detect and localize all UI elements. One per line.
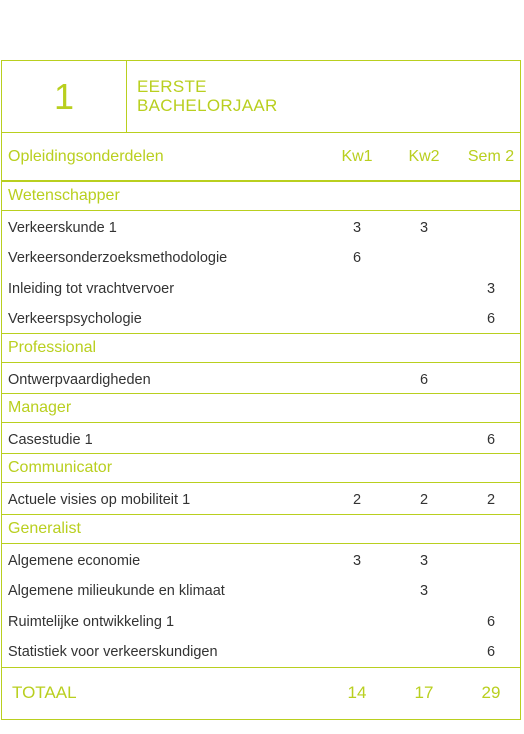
course-credits-sem2: 6 [486, 613, 496, 630]
course-credits-kw1 [332, 607, 382, 637]
course-name: Verkeersonderzoeksmethodologie [8, 250, 228, 267]
course-credits-kw1: 6 [352, 250, 362, 267]
column-header-row [2, 133, 520, 181]
course-credits-kw1: 2 [352, 492, 362, 509]
year-number: 1 [2, 61, 127, 132]
course-row [2, 546, 520, 576]
course-name: Actuele visies op mobiliteit 1 [8, 492, 191, 509]
total-kw1: 14 [347, 682, 367, 702]
course-name: Verkeerspsychologie [8, 311, 142, 328]
course-row [2, 213, 520, 243]
table-header [2, 61, 520, 133]
category-row [2, 181, 520, 211]
category-label: Generalist [8, 519, 81, 537]
course-credits-kw2 [399, 304, 449, 334]
column-header-kw1: Kw1 [341, 147, 373, 165]
course-row [2, 576, 520, 606]
course-credits-sem2: 2 [486, 492, 496, 509]
course-row [2, 607, 520, 637]
category-label: Professional [8, 338, 97, 356]
course-credits-kw1 [332, 425, 382, 455]
course-row [2, 243, 520, 273]
course-credits-kw2 [399, 274, 449, 304]
course-credits-kw2: 3 [419, 220, 429, 236]
course-row [2, 274, 520, 304]
course-name: Algemene milieukunde en klimaat [8, 583, 225, 600]
course-name: Ruimtelijke ontwikkeling 1 [8, 613, 175, 630]
course-credits-kw1 [332, 576, 382, 606]
category-row [2, 514, 520, 544]
course-name: Algemene economie [8, 552, 141, 569]
course-name: Casestudie 1 [8, 432, 93, 448]
course-credits-sem2 [466, 213, 516, 243]
category-row [2, 393, 520, 423]
total-kw2: 17 [414, 682, 434, 702]
category-label: Wetenschapper [8, 187, 120, 204]
course-credits-sem2 [466, 365, 516, 395]
course-credits-sem2: 6 [486, 311, 496, 328]
course-credits-kw1 [332, 304, 382, 334]
course-row [2, 304, 520, 334]
course-credits-kw1 [332, 274, 382, 304]
course-credits-kw2 [399, 243, 449, 273]
year-title: EERSTE BACHELORJAAR [137, 77, 278, 115]
column-header-kw2: Kw2 [408, 147, 440, 165]
category-label: Communicator [8, 459, 113, 477]
course-credits-kw2 [399, 637, 449, 667]
column-header-label: Opleidingsonderdelen [8, 147, 164, 165]
course-row [2, 485, 520, 515]
course-credits-kw2 [399, 607, 449, 637]
course-credits-kw2: 2 [419, 492, 429, 509]
course-name: Verkeerskunde 1 [8, 220, 117, 236]
course-credits-kw2: 3 [419, 552, 429, 569]
course-credits-kw2 [399, 425, 449, 455]
course-credits-kw1: 3 [352, 220, 362, 236]
course-credits-kw1: 3 [352, 552, 362, 569]
category-label: Manager [8, 399, 72, 416]
total-label: TOTAAL [12, 682, 77, 702]
curriculum-table [1, 60, 521, 720]
category-row [2, 333, 520, 363]
column-header-sem2: Sem 2 [467, 147, 515, 165]
course-credits-sem2 [466, 243, 516, 273]
course-name: Statistiek voor verkeerskundigen [8, 644, 218, 660]
category-row [2, 453, 520, 483]
course-name: Inleiding tot vrachtvervoer [8, 280, 175, 297]
course-name: Ontwerpvaardigheden [8, 371, 151, 388]
course-row [2, 365, 520, 395]
course-credits-sem2 [466, 546, 516, 576]
course-credits-sem2 [466, 576, 516, 606]
course-credits-sem2: 6 [486, 644, 496, 660]
course-row [2, 637, 520, 667]
course-row [2, 425, 520, 455]
course-credits-kw2: 3 [419, 583, 429, 600]
course-credits-kw1 [332, 365, 382, 395]
total-row [2, 667, 520, 717]
course-credits-sem2: 6 [486, 432, 496, 448]
total-sem2: 29 [481, 682, 501, 702]
course-credits-kw2: 6 [419, 371, 429, 388]
course-credits-kw1 [332, 637, 382, 667]
course-credits-sem2: 3 [486, 280, 496, 297]
